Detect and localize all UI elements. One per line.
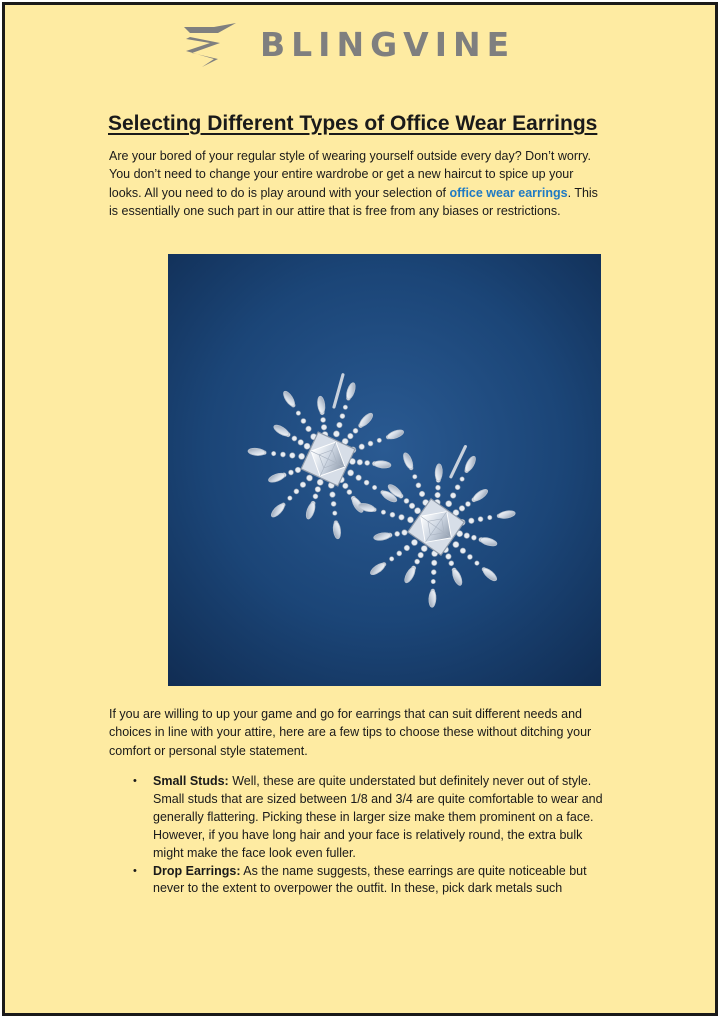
tip-text: As the name suggests, these earrings are quite noticeable but never to the extent to overpower the outfit. In these, pick dark metals such — [153, 863, 587, 896]
bullet-icon: • — [133, 864, 137, 877]
earring-tips-list — [109, 773, 609, 898]
tip-label: Small Studs: — [153, 774, 229, 788]
intro-text-start: Are your bored of your regular style of wearing yourself outside every day? Don’t worry. You don’t need to change your entire wardrobe or get a new haircut to spice up your looks. All you need to do is play around with your selection of — [109, 149, 591, 200]
office-wear-earrings-link[interactable]: office wear earrings — [449, 185, 568, 200]
tip-label: Drop Earrings: — [153, 863, 241, 878]
document-page — [2, 2, 718, 1016]
tip-text: Well, these are quite understated but definitely never out of style. Small studs that are sized between 1/8 and 3/4 are quite comfortable to wear and generally flattering. Picking these in larger size make them prominent on a face. However, if you have long hair and your face is relatively round, the extra bulk might make the face look even fuller. — [153, 774, 603, 860]
bullet-icon: • — [133, 775, 137, 787]
brand-name: BLINGVINE — [260, 25, 516, 64]
earrings-photo — [168, 254, 601, 686]
brand-logo[interactable] — [180, 19, 525, 71]
article-title: Selecting Different Types of Office Wear Earrings — [108, 112, 598, 135]
intro-text-end: . This is essentially one such part in our attire that is free from any biases or restrictions. — [109, 185, 598, 218]
blingvine-logo-icon — [180, 21, 242, 67]
list-item — [109, 863, 609, 899]
intro-paragraph — [109, 147, 609, 220]
tips-intro-paragraph: If you are willing to up your game and go for earrings that can suit different needs and choices in line with your attire, here are a few tips to choose these without ditching your comfort or personal style statement. — [109, 707, 592, 758]
list-item — [109, 773, 609, 863]
